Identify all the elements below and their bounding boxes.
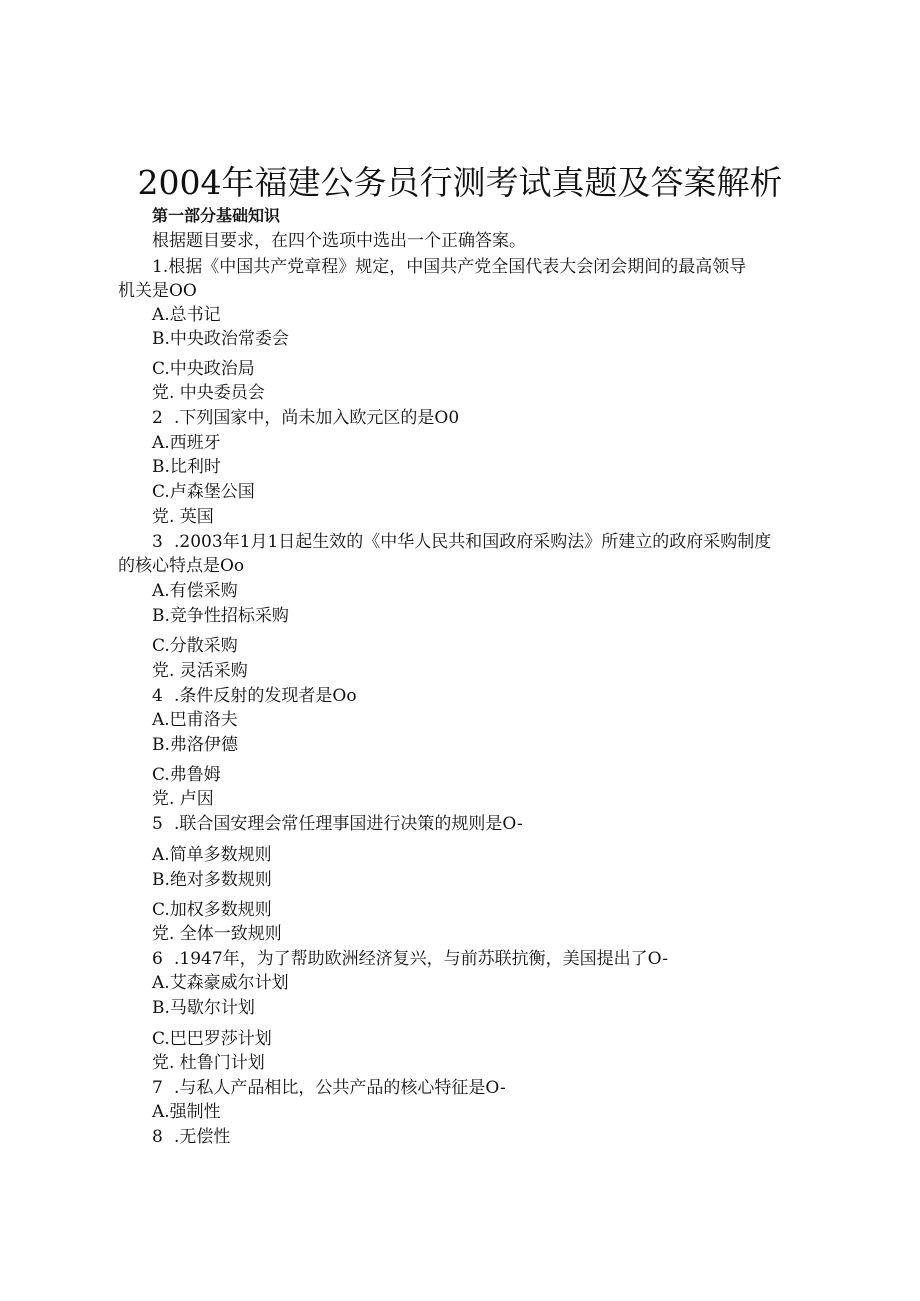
question-8-number: 8 <box>152 1127 163 1147</box>
q4-option-a: A.巴甫洛夫 <box>152 710 238 730</box>
q4-option-d: 党. 卢因 <box>152 789 214 809</box>
question-3-text-cont: 的核心特点是Oo <box>118 556 245 576</box>
q1-option-b: B.中央政治常委会 <box>152 329 289 349</box>
instruction-text: 根据题目要求，在四个选项中选出一个正确答案。 <box>152 231 526 251</box>
question-4 <box>152 684 357 708</box>
q1-option-d: 党. 中央委员会 <box>152 383 265 403</box>
q1-option-c: C.中央政治局 <box>152 359 255 379</box>
question-6-number: 6 <box>152 949 163 969</box>
q6-option-b: B.马歇尔计划 <box>152 998 255 1018</box>
q4-option-b: B.弗洛伊德 <box>152 735 238 755</box>
question-1-text-cont: 机关是OO <box>118 281 197 301</box>
question-2-text: .下列国家中，尚未加入欧元区的是O0 <box>174 408 460 428</box>
q3-option-a: A.有偿采购 <box>152 581 238 601</box>
question-3 <box>152 530 771 554</box>
question-4-text: .条件反射的发现者是Oo <box>174 686 357 706</box>
q2-option-d: 党. 英国 <box>152 507 214 527</box>
q5-option-b: B.绝对多数规则 <box>152 870 272 890</box>
question-6 <box>152 947 668 971</box>
question-2 <box>152 406 459 430</box>
question-7-text: .与私人产品相比，公共产品的核心特征是O- <box>174 1078 506 1098</box>
q5-option-c: C.加权多数规则 <box>152 900 272 920</box>
q1-option-a: A.总书记 <box>152 305 221 325</box>
question-1-text: 1.根据《中国共产党章程》规定，中国共产党全国代表大会闭会期间的最高领导 <box>152 257 747 277</box>
q7-option-a: A.强制性 <box>152 1102 221 1122</box>
document-title: 2004年福建公务员行测考试真题及答案解析 <box>137 163 783 202</box>
q3-option-c: C.分散采购 <box>152 636 238 656</box>
q3-option-b: B.竞争性招标采购 <box>152 606 289 626</box>
question-8 <box>152 1125 230 1149</box>
q4-option-c: C.弗鲁姆 <box>152 765 221 785</box>
section-heading: 第一部分基础知识 <box>152 206 281 225</box>
q6-option-a: A.艾森豪威尔计划 <box>152 973 289 993</box>
question-7 <box>152 1076 506 1100</box>
q2-option-b: B.比利时 <box>152 457 221 477</box>
question-8-text: .无偿性 <box>174 1127 231 1147</box>
question-7-number: 7 <box>152 1078 163 1098</box>
question-6-text: .1947年，为了帮助欧洲经济复兴，与前苏联抗衡，美国提出了O- <box>174 949 668 969</box>
q5-option-a: A.简单多数规则 <box>152 845 272 865</box>
question-3-text: .2003年1月1日起生效的《中华人民共和国政府采购法》所建立的政府采购制度 <box>174 532 772 552</box>
q2-option-c: C.卢森堡公国 <box>152 482 255 502</box>
question-4-number: 4 <box>152 686 163 706</box>
q6-option-c: C.巴巴罗莎计划 <box>152 1029 272 1049</box>
q3-option-d: 党. 灵活采购 <box>152 661 248 681</box>
question-5-text: .联合国安理会常任理事国进行决策的规则是O- <box>174 814 523 834</box>
q6-option-d: 党. 杜鲁门计划 <box>152 1053 265 1073</box>
question-5 <box>152 812 523 836</box>
question-5-number: 5 <box>152 814 163 834</box>
q5-option-d: 党. 全体一致规则 <box>152 924 282 944</box>
question-2-number: 2 <box>152 408 163 428</box>
question-3-number: 3 <box>152 532 163 552</box>
q2-option-a: A.西班牙 <box>152 433 221 453</box>
